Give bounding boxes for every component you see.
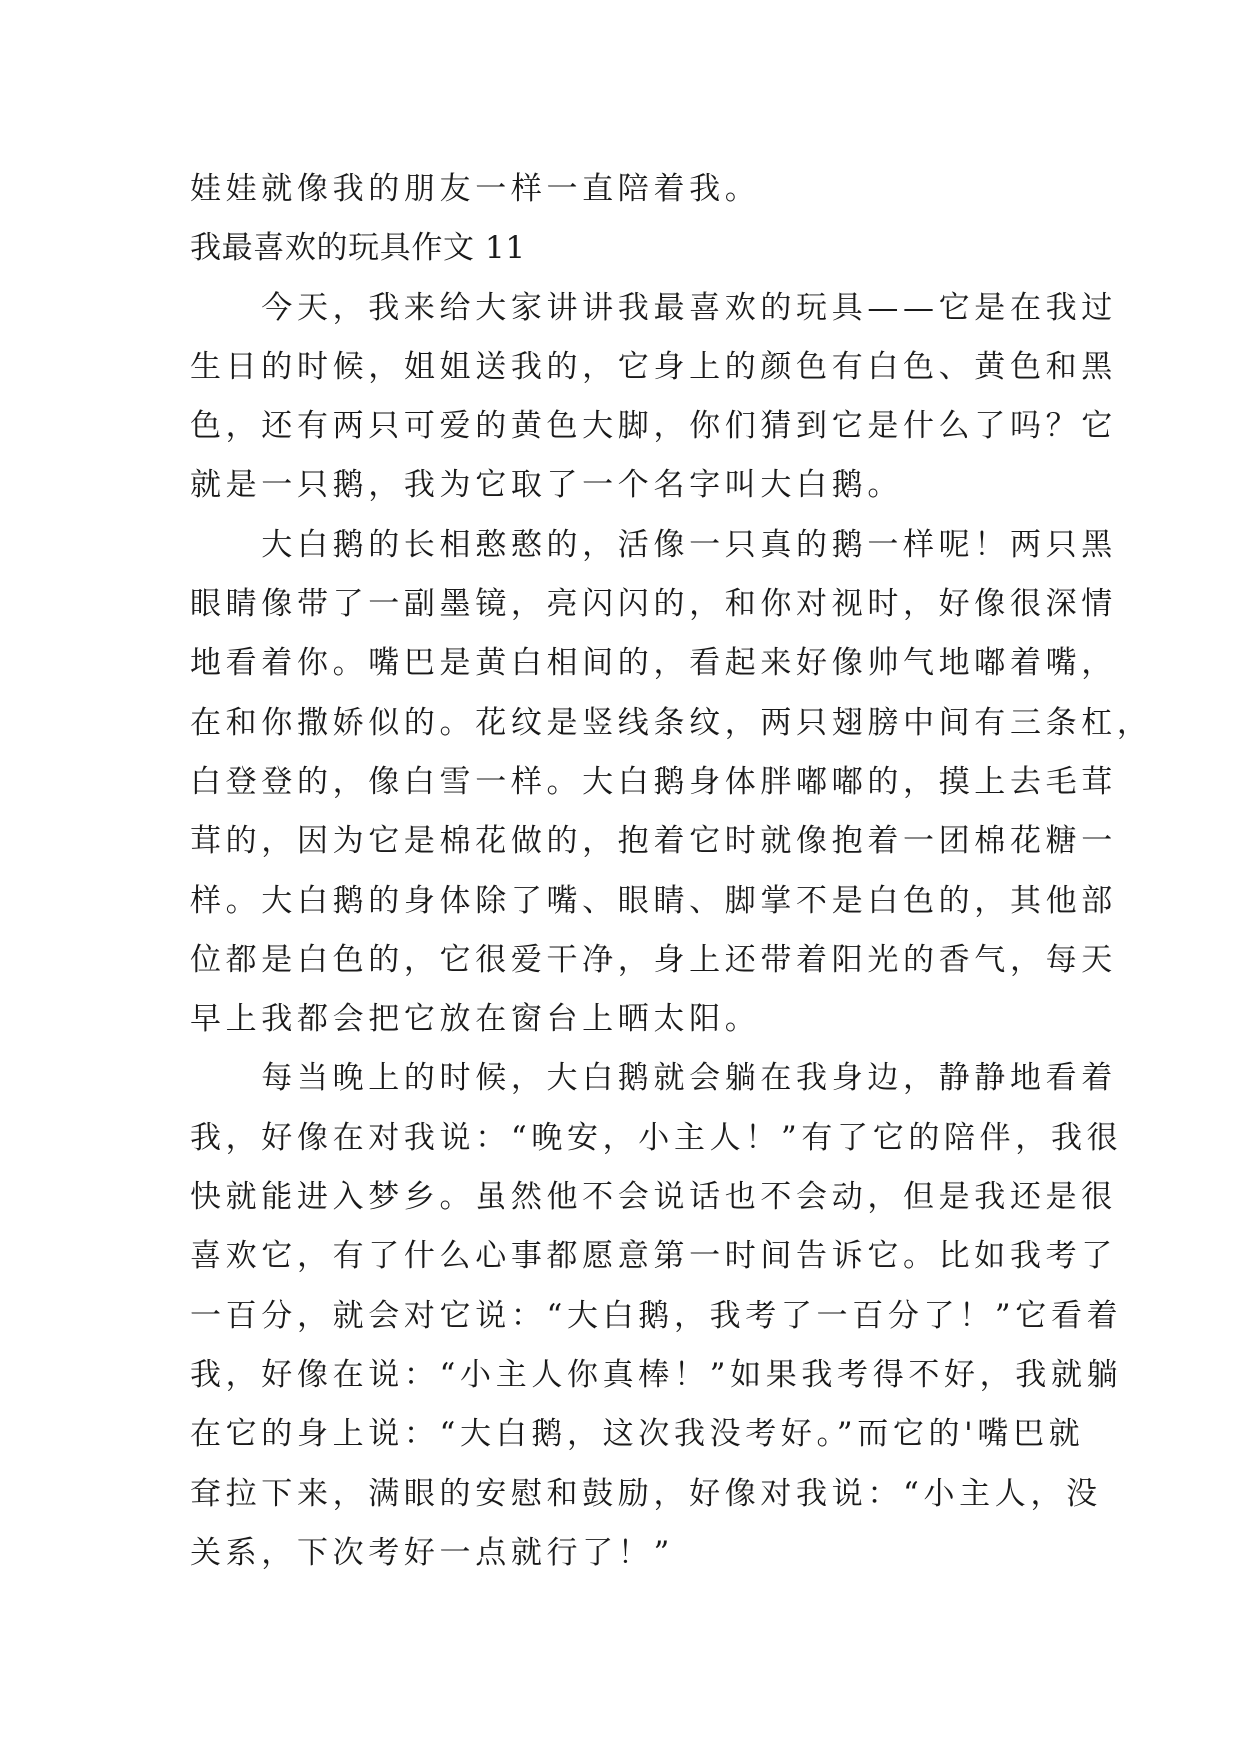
paragraph-line: 今天，我来给大家讲讲我最喜欢的玩具——它是在我过 [190, 289, 1117, 326]
paragraph-line: 茸的，因为它是棉花做的，抱着它时就像抱着一团棉花糖一 [190, 823, 1117, 860]
paragraph-line: 样。大白鹅的身体除了嘴、眼睛、脚掌不是白色的，其他部 [190, 882, 1117, 919]
paragraph-line: 我，好像在说：“小主人你真棒！”如果我考得不好，我就躺 [190, 1356, 1123, 1393]
paragraph-line: 早上我都会把它放在窗台上晒太阳。 [190, 1001, 761, 1038]
paragraph-line: 就是一只鹅，我为它取了一个名字叫大白鹅。 [190, 467, 903, 504]
paragraph-line: 一百分，就会对它说：“大白鹅，我考了一百分了！”它看着 [190, 1297, 1123, 1334]
paragraph-1 [190, 279, 1117, 516]
paragraph-line: 眼睛像带了一副墨镜，亮闪闪的，和你对视时，好像很深情 [190, 586, 1117, 623]
paragraph-line: 大白鹅的长相憨憨的，活像一只真的鹅一样呢！两只黑 [190, 526, 1117, 563]
paragraph-2 [190, 516, 1153, 1050]
paragraph-line: 生日的时候，姐姐送我的，它身上的颜色有白色、黄色和黑 [190, 348, 1117, 385]
paragraph-line: 白登登的，像白雪一样。大白鹅身体胖嘟嘟的，摸上去毛茸 [190, 763, 1117, 800]
paragraph-line: 耷拉下来，满眼的安慰和鼓励，好像对我说：“小主人，没 [190, 1475, 1102, 1512]
paragraph-line: 快就能进入梦乡。虽然他不会说话也不会动，但是我还是很 [190, 1179, 1117, 1216]
paragraph-line: 在它的身上说：“大白鹅，这次我没考好。”而它的'嘴巴就 [190, 1416, 1085, 1453]
paragraph-3 [190, 1049, 1123, 1583]
opening-line: 娃娃就像我的朋友一样一直陪着我。 [190, 171, 761, 207]
paragraph-line: 我，好像在对我说：“晚安，小主人！”有了它的陪伴，我很 [190, 1119, 1123, 1156]
essay-title: 我最喜欢的玩具作文 11 [190, 230, 526, 267]
paragraph-line: 色，还有两只可爱的黄色大脚，你们猜到它是什么了吗？它 [190, 408, 1117, 445]
paragraph-line: 在和你撒娇似的。花纹是竖线条纹，两只翅膀中间有三条杠， [190, 704, 1153, 741]
paragraph-line: 地看着你。嘴巴是黄白相间的，看起来好像帅气地嘟着嘴， [190, 645, 1117, 682]
paragraph-line: 每当晚上的时候，大白鹅就会躺在我身边，静静地看着 [190, 1060, 1117, 1097]
document-body [190, 160, 1153, 1583]
paragraph-line: 关系，下次考好一点就行了！” [190, 1534, 674, 1571]
paragraph-line: 位都是白色的，它很爱干净，身上还带着阳光的香气，每天 [190, 941, 1117, 978]
paragraph-line: 喜欢它，有了什么心事都愿意第一时间告诉它。比如我考了 [190, 1238, 1117, 1275]
